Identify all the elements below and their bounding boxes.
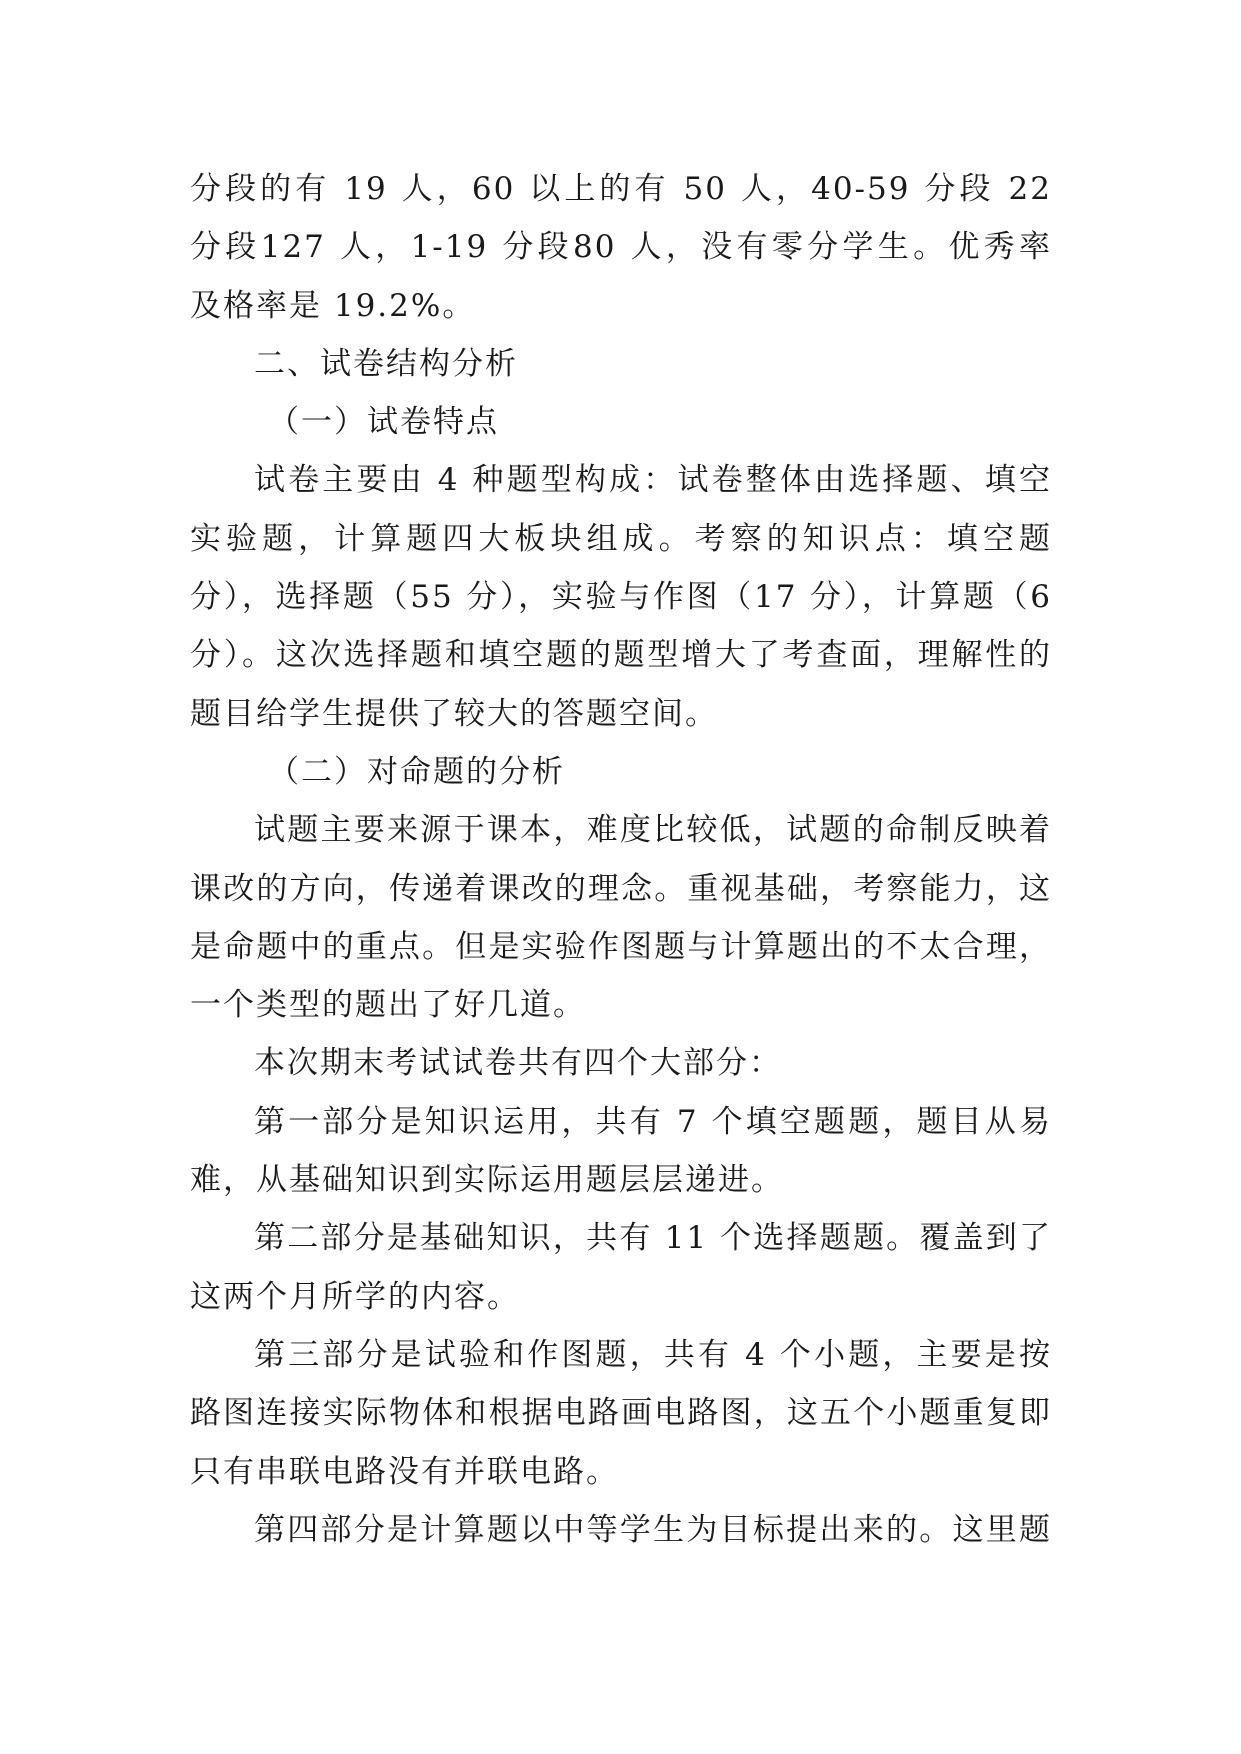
text-line: 试题主要来源于课本，难度比较低，试题的命制反映着 xyxy=(254,812,1052,849)
text-line: 题目给学生提供了较大的答题空间。 xyxy=(190,695,718,732)
text-line: 难，从基础知识到实际运用题层层递进。 xyxy=(190,1162,784,1199)
text-line: 试卷主要由 4 种题型构成：试卷整体由选择题、填空 xyxy=(254,462,1052,499)
text-line: 实验题，计算题四大板块组成。考察的知识点：填空题 xyxy=(190,520,1052,557)
text-line: 二、试卷结构分析 xyxy=(254,345,518,382)
text-line: 只有串联电路没有并联电路。 xyxy=(190,1453,619,1490)
text-line: 分段127 人，1-19 分段80 人，没有零分学生。优秀率 xyxy=(190,229,1052,266)
text-line: 分段的有 19 人，60 以上的有 50 人，40-59 分段 22 xyxy=(190,171,1052,207)
text-line: （一）试卷特点 xyxy=(268,404,499,441)
text-line: 第二部分是基础知识，共有 11 个选择题题。覆盖到了 xyxy=(254,1220,1052,1257)
text-line: 分），选择题（55 分），实验与作图（17 分），计算题（6 xyxy=(190,579,1052,616)
document-body xyxy=(190,160,1052,1559)
text-line: 一个类型的题出了好几道。 xyxy=(190,987,586,1024)
text-line: 这两个月所学的内容。 xyxy=(190,1278,520,1315)
text-line: 是命题中的重点。但是实验作图题与计算题出的不太合理， xyxy=(190,928,1052,965)
text-line: 第三部分是试验和作图题，共有 4 个小题，主要是按 xyxy=(254,1336,1052,1373)
text-line: 分）。这次选择题和填空题的题型增大了考查面，理解性的 xyxy=(190,637,1052,674)
text-line: （二）对命题的分析 xyxy=(268,753,565,790)
text-line: 本次期末考试试卷共有四个大部分： xyxy=(254,1045,782,1082)
text-line: 第四部分是计算题以中等学生为目标提出来的。这里题 xyxy=(254,1511,1052,1548)
text-line: 路图连接实际物体和根据电路画电路图，这五个小题重复即 xyxy=(190,1395,1052,1432)
text-line: 课改的方向，传递着课改的理念。重视基础，考察能力，这 xyxy=(190,870,1052,907)
text-line: 及格率是 19.2%。 xyxy=(190,287,476,324)
text-line: 第一部分是知识运用，共有 7 个填空题题，题目从易 xyxy=(254,1103,1052,1140)
